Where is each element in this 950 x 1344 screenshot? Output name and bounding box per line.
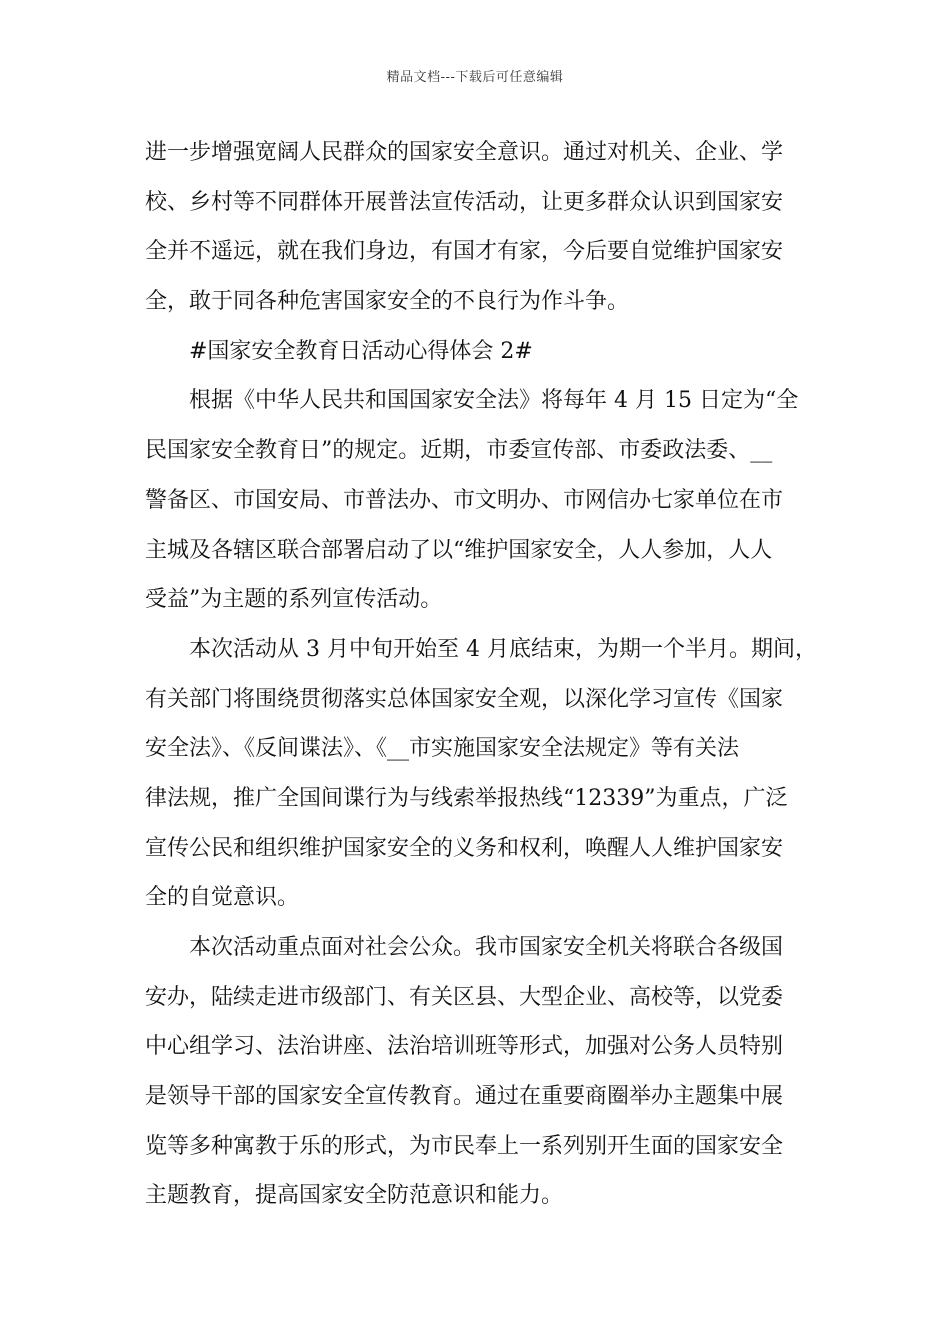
text-line: 本次活动从 3 月中旬开始至 4 月底结束，为期一个半月。期间， — [189, 636, 817, 662]
text-line: 安办，陆续走进市级部门、有关区县、大型企业、高校等，以党委 — [145, 984, 784, 1010]
text-line: 览等多种寓教于乐的形式，为市民奉上一系列别开生面的国家安全 — [145, 1133, 784, 1159]
text-line: 全，敢于同各种危害国家安全的不良行为作斗争。 — [145, 289, 630, 315]
text-line: 全并不遥远，就在我们身边，有国才有家，今后要自觉维护国家安 — [145, 239, 784, 265]
text-line: 受益”为主题的系列宣传活动。 — [145, 587, 443, 613]
text-line: 主城及各辖区联合部署启动了以“维护国家安全，人人参加，人人 — [145, 537, 773, 563]
document-body — [145, 128, 817, 1221]
text-line: 宣传公民和组织维护国家安全的义务和权利，唤醒人人维护国家安 — [145, 835, 784, 861]
text-line: 进一步增强宽阔人民群众的国家安全意识。通过对机关、企业、学 — [145, 140, 784, 165]
text-line: 中心组学习、法治讲座、法治培训班等形式，加强对公务人员特别 — [145, 1034, 784, 1060]
text-line: 律法规，推广全国间谍行为与线索举报热线“12339”为重点，广泛 — [145, 785, 788, 811]
text-line: 民国家安全教育日”的规定。近期，市委宣传部、市委政法委、__ — [145, 438, 773, 464]
text-line: 本次活动重点面对社会公众。我市国家安全机关将联合各级国 — [189, 935, 784, 960]
section-heading: #国家安全教育日活动心得体会 2# — [189, 338, 533, 364]
page-header: 精品文档---下载后可任意编辑 — [386, 70, 564, 85]
text-line: 校、乡村等不同群体开展普法宣传活动，让更多群众认识到国家安 — [145, 189, 784, 215]
text-line: 全的自觉意识。 — [145, 885, 300, 911]
text-line: 有关部门将围绕贯彻落实总体国家安全观，以深化学习宣传《国家 — [145, 686, 784, 712]
text-line: 警备区、市国安局、市普法办、市文明办、市网信办七家单位在市 — [145, 487, 784, 513]
text-line: 根据《中华人民共和国国家安全法》将每年 4 月 15 日定为“全 — [189, 388, 799, 414]
text-line: 安全法》、《反间谍法》、《__市实施国家安全法规定》等有关法 — [145, 736, 740, 762]
text-line: 主题教育，提高国家安全防范意识和能力。 — [145, 1183, 564, 1209]
text-line: 是领导干部的国家安全宣传教育。通过在重要商圈举办主题集中展 — [145, 1084, 784, 1110]
